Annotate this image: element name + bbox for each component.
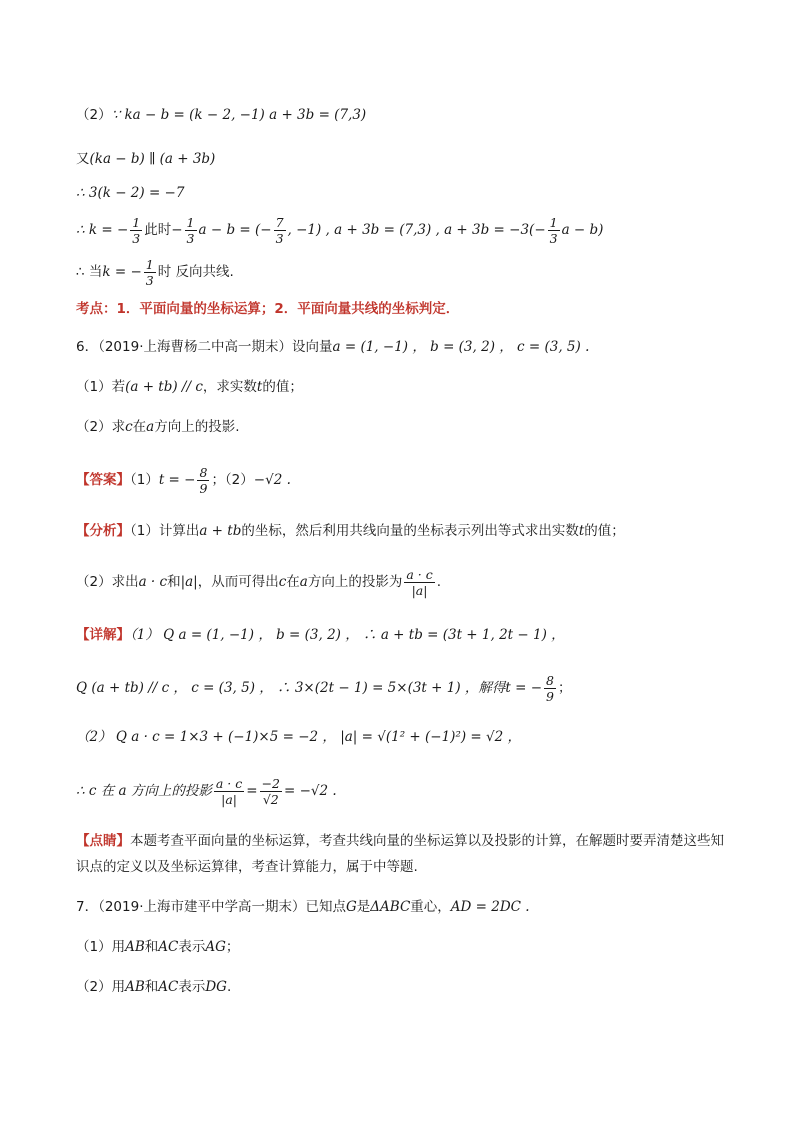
detail-l4-end: = −√2 .	[284, 783, 337, 799]
analysis-l2-math2: |a|	[180, 574, 198, 590]
analysis-l2-end: .	[436, 574, 442, 590]
q7-stem	[76, 896, 530, 918]
prev-part2-line	[76, 104, 366, 126]
q6-sub2	[76, 416, 240, 438]
q7-sub1-a: （1）用	[76, 939, 126, 955]
detail-value-fraction: $\frac{-2}{√2}$	[261, 775, 280, 807]
detail-line4	[76, 770, 337, 812]
analysis-l2-e: 方向上的投影为	[307, 574, 403, 590]
q7-sub1	[76, 936, 239, 958]
comment-block	[76, 828, 726, 880]
prev-also-line	[76, 148, 215, 170]
q6-sub2-text-b: 在	[132, 419, 147, 435]
answer-label: 【答案】	[76, 472, 130, 488]
answer-t-eq: t = −	[158, 472, 196, 488]
q7-sub2-ab: AB	[125, 979, 145, 995]
q7-sub1-ab: AB	[125, 939, 145, 955]
q6-sub1-text-a: （1）若	[76, 379, 126, 395]
q7-sub1-b: 和	[144, 939, 159, 955]
q7-stem-a: 7．（2019·上海市建平中学高一期末）已知点	[76, 899, 346, 915]
q7-sub2-end: .	[226, 979, 232, 995]
fraction-one-third: $\frac{1}{3}$	[132, 214, 141, 246]
kaodian-line	[76, 298, 459, 320]
analysis-l1-c: 的值；	[584, 523, 625, 539]
q6-sub2-text-d: 方向上的投影.	[154, 419, 240, 435]
analysis-l1-math: a + tb	[199, 523, 242, 539]
analysis-l2-a-vec: a	[299, 574, 308, 590]
q7-sub1-end: ；	[225, 939, 240, 955]
fraction-one-third-2: $\frac{1}{3}$	[186, 214, 195, 246]
analysis-l2-a: （2）求出	[76, 574, 139, 590]
analysis-line1	[76, 520, 625, 542]
q7-sub2-a: （2）用	[76, 979, 126, 995]
prev-part2-prefix: （2）	[76, 107, 112, 123]
q7-sub2	[76, 976, 231, 998]
detail-line1	[76, 624, 565, 646]
answer-p1: （1）	[130, 472, 159, 488]
analysis-l1-b: 的坐标，然后利用共线向量的坐标表示列出等式求出实数	[241, 523, 579, 539]
prev-therefore2-line	[76, 212, 603, 248]
q7-stem-b: 是	[356, 899, 371, 915]
q6-sub2-a: a	[146, 419, 155, 435]
analysis-l1-t: t	[578, 523, 585, 539]
prev-therefore3-a: ∴ 当	[76, 264, 103, 280]
analysis-l2-c: ，从而可得出	[197, 574, 279, 590]
prev-therefore2-e: , −1) , a + 3b = (7,3) , a + 3b = −3(−	[287, 222, 546, 238]
detail-l2-end: ；	[558, 680, 572, 696]
fraction-one-third-3: $\frac{1}{3}$	[549, 214, 558, 246]
detail-l2-t: t = −	[505, 680, 543, 696]
comment-label: 【点睛】	[76, 833, 130, 849]
q6-stem-text: 6．（2019·上海曹杨二中高一期末）设向量	[76, 339, 333, 355]
analysis-l2-math1: a · c	[138, 574, 168, 590]
analysis-label: 【分析】	[76, 523, 130, 539]
q7-stem-math: ΔABC	[370, 899, 411, 915]
detail-l4-eq: =	[246, 783, 258, 799]
q6-sub1	[76, 376, 303, 398]
detail-label: 【详解】	[76, 627, 130, 643]
detail-l1: （1） Q a = (1, −1) ， b = (3, 2) ， ∴ a + tb = (3t + 1, 2t − 1) ，	[130, 627, 565, 643]
kaodian-text: 1．平面向量的坐标运算；2．平面向量共线的坐标判定．	[116, 301, 460, 317]
q7-sub2-dg: DG	[205, 979, 227, 995]
q7-sub2-ac: AC	[158, 979, 179, 995]
prev-also-prefix: 又	[76, 151, 90, 167]
prev-therefore3-line	[76, 254, 234, 290]
prev-therefore2-b: 此时	[144, 222, 172, 238]
prev-part2-math: ∵ ka − b = (k − 2, −1) a + 3b = (7,3)	[111, 107, 367, 123]
comment-text: 本题考查平面向量的坐标运算，考查共线向量的坐标运算以及投影的计算，在解题时要弄清楚这些知识点的定义以及坐标运算律，考查计算能力，属于中等题.	[76, 833, 724, 875]
answer-sep: ；（2）	[211, 472, 254, 488]
answer-line	[76, 462, 291, 498]
detail-l4-a: ∴ c 在 a 方向上的投影	[76, 783, 212, 799]
analysis-l2-c-vec: c	[278, 574, 287, 590]
q7-stem-c: 重心，	[410, 899, 451, 915]
detail-line2	[76, 670, 572, 706]
detail-l2-a: Q (a + tb) // c ， c = (3, 5) ， ∴ 3×(2t − 1) = 5×(3t + 1) ，解得	[76, 680, 506, 696]
prev-also-math: (ka − b) ∥ (a + 3b)	[89, 151, 216, 167]
q6-sub1-math: (a + tb) // c	[125, 379, 203, 395]
prev-therefore1: ∴ 3(k − 2) = −7	[76, 185, 185, 201]
q6-sub2-c: c	[125, 419, 133, 435]
fraction-one-third-4: $\frac{1}{3}$	[145, 256, 154, 288]
q7-sub1-ac: AC	[158, 939, 179, 955]
analysis-l2-b: 和	[167, 574, 181, 590]
q7-stem-math2: AD = 2DC .	[450, 899, 530, 915]
analysis-l1-a: （1）计算出	[130, 523, 200, 539]
detail-line3	[76, 726, 521, 748]
q7-sub2-b: 和	[144, 979, 159, 995]
q6-sub2-text-a: （2）求	[76, 419, 126, 435]
kaodian-label: 考点：	[76, 301, 117, 317]
q6-sub1-text-b: ，求实数	[202, 379, 257, 395]
prev-therefore2-c: −	[171, 222, 183, 238]
answer-p2: −√2 .	[253, 472, 291, 488]
q7-stem-g: G	[346, 899, 357, 915]
q7-sub2-c: 表示	[178, 979, 206, 995]
prev-therefore3-c: 时 反向共线.	[157, 264, 234, 280]
fraction-seven-thirds: $\frac{7}{3}$	[275, 214, 284, 246]
analysis-projection-fraction: $\frac{a \cdot c}{|a|}$	[406, 566, 433, 598]
detail-fraction-8-9: $\frac{8}{9}$	[546, 672, 554, 704]
prev-therefore2-a: ∴ k = −	[76, 222, 129, 238]
prev-therefore1-line	[76, 182, 184, 204]
prev-therefore2-d: a − b = (−	[198, 222, 272, 238]
q7-sub1-ag: AG	[205, 939, 226, 955]
analysis-l2-d: 在	[286, 574, 300, 590]
q6-stem	[76, 336, 589, 358]
detail-l3: （2） Q a · c = 1×3 + (−1)×5 = −2 ， |a| = √(1² + (−1)²) = √2 ，	[76, 729, 522, 745]
detail-projection-fraction: $\frac{a \cdot c}{|a|}$	[215, 775, 243, 807]
q6-sub1-text-c: 的值；	[262, 379, 303, 395]
prev-therefore3-b: k = −	[102, 264, 142, 280]
analysis-line2	[76, 562, 441, 602]
q6-sub1-t: t	[256, 379, 263, 395]
answer-fraction: $\frac{8}{9}$	[199, 464, 208, 496]
q6-stem-math: a = (1, −1) ， b = (3, 2) ， c = (3, 5) .	[332, 339, 590, 355]
prev-therefore2-f: a − b)	[561, 222, 604, 238]
q7-sub1-c: 表示	[178, 939, 206, 955]
